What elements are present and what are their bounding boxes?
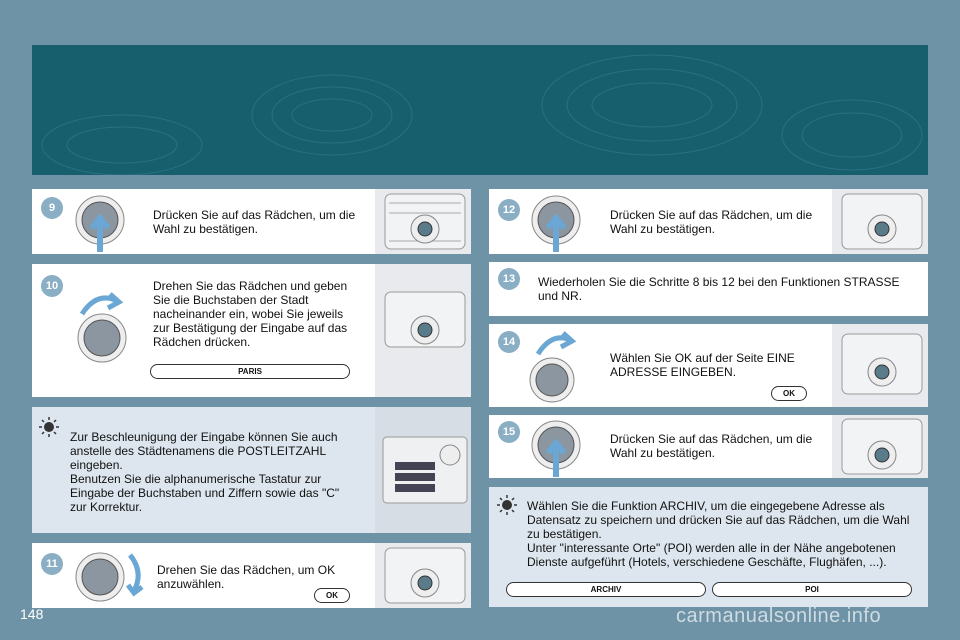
curved-arrow-icon xyxy=(128,555,142,593)
ok-option-14[interactable]: OK xyxy=(771,386,807,401)
step-text-10: Drehen Sie das Rädchen und geben Sie die Buchstaben der Stadt nacheinander ein, wobei Sie jeweils zur Bestätigung der Eingabe auf das Rädchen drücken. xyxy=(153,279,348,349)
radio-panel-icon xyxy=(832,324,928,407)
sun-tip-icon xyxy=(496,494,518,516)
radio-panel-image xyxy=(832,324,928,407)
paris-option[interactable]: PARIS xyxy=(150,364,350,379)
radio-panel-icon xyxy=(375,543,471,608)
topographic-pattern xyxy=(32,45,928,175)
radio-panel-image xyxy=(832,415,928,478)
curved-arrow-icon xyxy=(82,294,119,314)
step-badge-10: 10 xyxy=(41,275,63,297)
rotary-knob-icon xyxy=(528,328,588,408)
curved-arrow-icon xyxy=(538,333,572,354)
page-number: 148 xyxy=(20,606,44,622)
tip-text-right: Wählen Sie die Funktion ARCHIV, um die eingegebene Adresse als Datensatz zu speichern und drücken Sie auf das Rädchen, um die Wahl zu bestätigen. Unter "interessante Orte" (POI) werden alle in der Nähe angebotenen Dienste aufgeführt (Hotels, verschiedene Geschäfte, Flughäfen, ...). xyxy=(527,499,910,569)
tip-text-left: Zur Beschleunigung der Eingabe können Sie auch anstelle des Städtenamens die POSTLEITZAHL eingeben. Benutzen Sie die alphanumerische Tastatur zur Eingabe der Buchstaben und Ziffern sowie das "C" zur Korrektur. xyxy=(70,430,340,514)
poi-option[interactable]: POI xyxy=(712,582,912,597)
rotary-knob-icon xyxy=(528,417,584,477)
radio-panel-image xyxy=(375,189,471,254)
step-badge-14: 14 xyxy=(498,331,520,353)
radio-panel-icon xyxy=(375,264,471,397)
step-badge-12: 12 xyxy=(498,199,520,221)
header-banner xyxy=(32,45,928,175)
step-text-9: Drücken Sie auf das Rädchen, um die Wahl zu bestätigen. xyxy=(153,208,356,236)
rotary-knob-icon xyxy=(528,192,584,252)
radio-panel-icon xyxy=(832,415,928,478)
radio-panel-image xyxy=(375,264,471,397)
radio-panel-icon xyxy=(375,407,471,533)
step-badge-15: 15 xyxy=(498,421,520,443)
step-text-11: Drehen Sie das Rädchen, um OK anzuwählen. xyxy=(157,563,336,591)
step-text-12: Drücken Sie auf das Rädchen, um die Wahl zu bestätigen. xyxy=(610,208,813,236)
step-badge-9: 9 xyxy=(41,197,63,219)
radio-panel-icon xyxy=(832,189,928,254)
step-text-14: Wählen Sie OK auf der Seite EINE ADRESSE EINGEBEN. xyxy=(610,351,795,379)
rotary-knob-icon xyxy=(72,286,132,376)
radio-panel-icon xyxy=(375,189,471,254)
radio-panel-image xyxy=(832,189,928,254)
sun-tip-icon xyxy=(38,416,60,438)
radio-keypad-image xyxy=(375,407,471,533)
archiv-option[interactable]: ARCHIV xyxy=(506,582,706,597)
rotary-knob-icon xyxy=(72,547,162,607)
step-text-15: Drücken Sie auf das Rädchen, um die Wahl zu bestätigen. xyxy=(610,432,813,460)
step-badge-11: 11 xyxy=(41,553,63,575)
step-badge-13: 13 xyxy=(498,268,520,290)
radio-panel-image xyxy=(375,543,471,608)
rotary-knob-icon xyxy=(72,192,128,252)
step-text-13: Wiederholen Sie die Schritte 8 bis 12 bei den Funktionen STRASSE und NR. xyxy=(538,275,900,303)
watermark: carmanualsonline.info xyxy=(676,605,882,627)
ok-option-11[interactable]: OK xyxy=(314,588,350,603)
